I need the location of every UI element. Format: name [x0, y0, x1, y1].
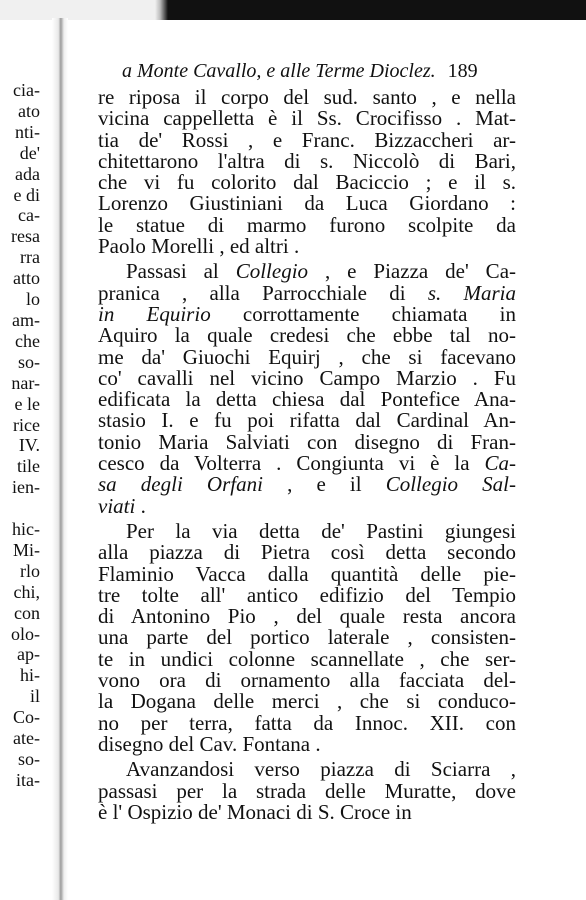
- text-run: che vi fu colorito dal Baciccio ; e il s.: [98, 170, 516, 195]
- facing-page-line: hic-: [12, 519, 40, 540]
- text-line: [98, 646, 516, 671]
- facing-page-line: e di: [13, 184, 40, 205]
- paragraph: [98, 87, 516, 257]
- italic-text: viati: [98, 493, 136, 518]
- text-run: , e il: [262, 472, 386, 497]
- text-line: [98, 344, 516, 369]
- italic-text: in Equirio: [98, 301, 211, 326]
- facing-page-line: ato: [18, 100, 40, 121]
- book-page: [98, 55, 516, 823]
- text-run: vono ora di ornamento alla facciata del-: [98, 668, 516, 693]
- facing-page-line: e le: [14, 393, 40, 414]
- text-run: pranica , alla Parrocchiale di: [98, 280, 428, 305]
- facing-page-line: so-: [18, 351, 40, 372]
- text-line: [98, 799, 516, 824]
- facing-page-line: che: [15, 330, 40, 351]
- text-run: di Antonino Pio , del quale resta ancora: [98, 604, 516, 629]
- text-line: [98, 148, 516, 173]
- text-run: Lorenzo Giustiniani da Luca Giordano :: [98, 191, 516, 216]
- text-run: edificata la detta chiesa dal Pontefice Ana-: [98, 387, 516, 412]
- paragraph: [98, 261, 516, 517]
- facing-page-line: rice: [13, 414, 40, 435]
- text-line: [98, 582, 516, 607]
- text-run: Per la via detta de' Pastini giungesi: [126, 518, 516, 543]
- text-run: re riposa il corpo del sud. santo , e nella: [98, 85, 516, 109]
- facing-page-line: cia-: [13, 80, 40, 100]
- italic-text: Ca-: [484, 451, 516, 476]
- text-line: [98, 172, 516, 193]
- book-gutter: [52, 18, 68, 900]
- text-line: [98, 127, 516, 152]
- facing-page-line: ap-: [17, 644, 40, 665]
- text-line: [98, 759, 516, 780]
- text-run: una parte del portico laterale , consisten-: [98, 625, 516, 650]
- page-number: 189: [447, 60, 478, 82]
- text-line: [98, 542, 516, 563]
- text-line: [98, 365, 516, 390]
- text-line: [98, 87, 516, 108]
- text-line: [98, 325, 516, 346]
- text-run: le statue di marmo furono scolpite da: [98, 212, 516, 237]
- text-run: , e Piazza de' Ca-: [308, 259, 517, 284]
- facing-page-line: am-: [12, 309, 40, 330]
- facing-page-line: nar-: [11, 372, 40, 393]
- text-run: tonio Maria Salviati con disegno di Fran-: [98, 429, 516, 454]
- text-line: [98, 493, 516, 518]
- text-line: [98, 108, 516, 129]
- facing-page-line: ita-: [16, 769, 40, 790]
- facing-page-line: il: [29, 686, 40, 707]
- facing-page-line: ate-: [13, 728, 40, 749]
- text-line: [98, 280, 516, 305]
- text-run: disegno del Cav. Fontana .: [98, 731, 321, 756]
- text-run: Passasi al: [126, 259, 236, 284]
- facing-page-line: Mi-: [13, 539, 40, 560]
- text-line: [98, 710, 516, 735]
- text-line: [98, 778, 516, 803]
- text-run: passasi per la strada delle Muratte, dove: [98, 778, 516, 803]
- facing-page-line: so-: [18, 749, 40, 769]
- italic-text: Collegio Sal-: [385, 472, 516, 497]
- facing-page-line: [0, 498, 40, 519]
- facing-page-line: resa: [11, 226, 40, 247]
- text-run: alla piazza di Pietra così detta secondo: [98, 540, 516, 565]
- facing-page-line: rra: [20, 247, 40, 268]
- text-run: cesco da Volterra . Congiunta vi è la: [98, 451, 485, 476]
- text-line: [98, 670, 516, 691]
- facing-page-line: hi-: [20, 665, 40, 686]
- text-run: .: [135, 493, 146, 518]
- text-run: corrottamente chiamata in: [210, 301, 516, 326]
- facing-page-line: ca-: [18, 205, 40, 226]
- facing-page-line: ada: [15, 163, 40, 184]
- text-run: tia de' Rossi , e Franc. Bizzaccheri ar-: [98, 127, 516, 152]
- body-text: [98, 87, 516, 823]
- text-run: me da' Giuochi Equirj , che si facevano: [98, 344, 516, 369]
- text-run: Flaminio Vacca dalla quantità delle pie-: [98, 561, 516, 586]
- facing-page-line: atto: [13, 268, 40, 289]
- scan-top-edge: [0, 0, 586, 20]
- facing-page-line: Co-: [13, 707, 40, 728]
- text-run: co' cavalli nel vicino Campo Marzio . Fu: [98, 365, 516, 390]
- text-line: [98, 410, 516, 431]
- text-run: è l' Ospizio de' Monaci di S. Croce in: [98, 799, 412, 824]
- text-run: vicina cappelletta è il Ss. Crocifisso . Mat-: [98, 106, 516, 131]
- facing-page-line: con: [14, 602, 40, 623]
- paragraph: [98, 518, 516, 756]
- text-line: [98, 561, 516, 586]
- text-line: [98, 429, 516, 454]
- text-run: te in undici colonne scannellate , che ser-: [98, 646, 516, 671]
- text-line: [98, 261, 516, 282]
- header-title: a Monte Cavallo, e alle Terme Dioclez.: [122, 60, 436, 82]
- text-line: [98, 389, 516, 410]
- text-line: [98, 453, 516, 474]
- text-run: la Dogana delle merci , che si conduco-: [98, 689, 516, 714]
- facing-page-line: de': [19, 142, 40, 163]
- text-run: no per terra, fatta da Innoc. XII. con: [98, 710, 516, 735]
- facing-page-line: tile: [17, 456, 40, 477]
- facing-page-line: rlo: [20, 560, 40, 581]
- text-run: Avanzandosi verso piazza di Sciarra ,: [126, 757, 516, 782]
- facing-page-line: chi,: [13, 581, 40, 602]
- facing-page-fragment: [0, 80, 40, 791]
- text-run: stasio I. e fu poi rifatta dal Cardinal An-: [98, 408, 516, 433]
- facing-page-line: nti-: [15, 121, 40, 142]
- italic-text: Collegio: [235, 259, 309, 284]
- facing-page-line: IV.: [18, 435, 40, 456]
- facing-page-line: lo: [25, 289, 40, 310]
- text-run: Paolo Morelli , ed altri .: [98, 234, 300, 259]
- facing-page-line: ien-: [12, 477, 40, 498]
- text-line: [98, 627, 516, 648]
- italic-text: sa degli Orfani: [98, 472, 263, 497]
- text-line: [98, 193, 516, 214]
- text-line: [98, 301, 516, 326]
- text-line: [98, 606, 516, 627]
- text-run: Aquiro la quale credesi che ebbe tal no-: [98, 323, 516, 348]
- text-line: [98, 212, 516, 237]
- text-line: [98, 691, 516, 712]
- paragraph: [98, 759, 516, 823]
- text-line: [98, 474, 516, 495]
- italic-text: s. Maria: [427, 280, 516, 305]
- running-header: [98, 55, 516, 87]
- text-line: [98, 731, 516, 756]
- facing-page-line: olo-: [11, 623, 40, 644]
- text-run: tre tolte all' antico edifizio del Tempio: [98, 582, 516, 607]
- text-line: [98, 518, 516, 543]
- text-line: [98, 236, 516, 257]
- text-run: chitettarono l'altra di s. Niccolò di Bari,: [98, 148, 516, 173]
